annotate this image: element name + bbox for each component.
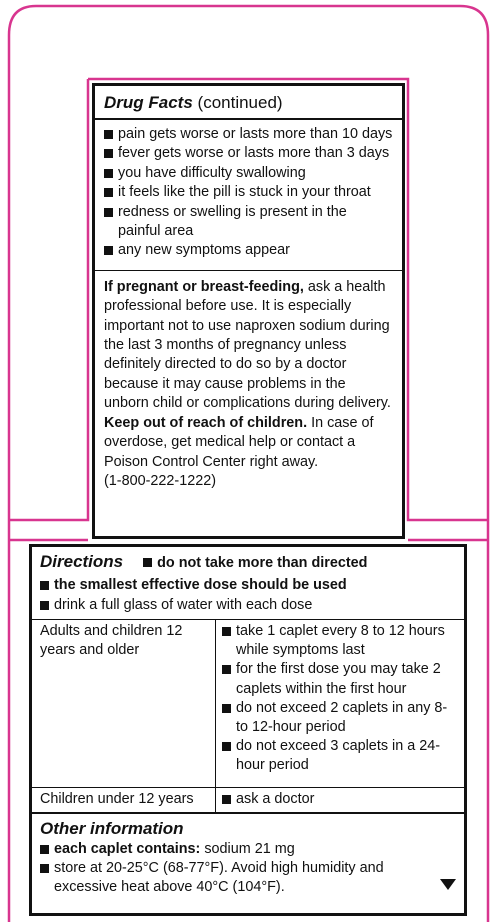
- table-cell-age: Children under 12 years: [32, 788, 216, 812]
- continued-label: (continued): [197, 93, 283, 112]
- bullet-icon: [222, 795, 231, 804]
- table-cell-dose: [216, 620, 464, 787]
- bullet-icon: [222, 665, 231, 674]
- bullet-icon: [104, 130, 113, 139]
- directions-item: drink a full glass of water with each dose: [54, 597, 313, 613]
- list-item: redness or swelling is present in the painful area: [104, 203, 394, 242]
- section-divider: [95, 270, 402, 271]
- other-information-title: Other information: [40, 819, 184, 838]
- bullet-icon: [222, 742, 231, 751]
- other-information-section: [32, 814, 464, 897]
- bullet-icon: [222, 704, 231, 713]
- directions-section: [32, 547, 464, 615]
- directions-item: do not take more than directed: [157, 555, 368, 571]
- table-row: [32, 788, 464, 814]
- directions-line1: [40, 552, 456, 573]
- list-item: fever gets worse or lasts more than 3 days: [104, 144, 394, 163]
- table-cell-age: Adults and children 12 years and older: [32, 620, 216, 787]
- list-item: pain gets worse or lasts more than 10 days: [104, 125, 394, 144]
- pregnancy-warning: If pregnant or breast-feeding, ask a health professional before use. It is especially important not to use naproxen sodium during the last 3 months of pregnancy unless definitely directed to do so by a doctor because it may cause problems in the unborn child or complications during delivery.: [104, 278, 391, 412]
- directions-item-row: [40, 576, 456, 595]
- bullet-icon: [104, 169, 113, 178]
- continue-arrow-icon: [440, 879, 456, 891]
- header-divider: [95, 118, 402, 120]
- directions-item-row: [40, 596, 456, 615]
- list-item: for the first dose you may take 2 caplets within the first hour: [222, 660, 458, 698]
- bullet-icon: [104, 208, 113, 217]
- keep-out-of-reach: Keep out of reach of children. In case of overdose, get medical help or contact a Poison Control Center right away.: [104, 414, 374, 470]
- list-item: each caplet contains: sodium 21 mg: [40, 840, 456, 859]
- table-cell-dose: ask a doctor: [216, 788, 464, 812]
- bullet-icon: [104, 246, 113, 255]
- directions-title: Directions: [40, 552, 124, 571]
- bullet-icon: [40, 581, 49, 590]
- list-item: it feels like the pill is stuck in your throat: [104, 183, 394, 202]
- list-item: any new symptoms appear: [104, 241, 394, 260]
- list-item: you have difficulty swallowing: [104, 164, 394, 183]
- stop-use-list: [104, 125, 394, 261]
- directions-item: the smallest effective dose should be used: [54, 577, 347, 593]
- bullet-icon: [40, 845, 49, 854]
- dosage-table: [32, 619, 464, 814]
- bullet-icon: [104, 149, 113, 158]
- list-item: do not exceed 3 caplets in a 24-hour period: [222, 737, 458, 775]
- panel-header: [104, 92, 394, 114]
- bullet-icon: [40, 864, 49, 873]
- bullet-icon: [104, 188, 113, 197]
- poison-control-phone: (1-800-222-1222): [104, 472, 216, 489]
- bullet-icon: [143, 558, 152, 567]
- drug-facts-continued-panel: [92, 83, 405, 539]
- list-item: store at 20-25°C (68-77°F). Avoid high humidity and excessive heat above 40°C (104°F).: [40, 859, 456, 897]
- directions-panel: [29, 544, 467, 916]
- table-row: [32, 620, 464, 788]
- list-item: take 1 caplet every 8 to 12 hours while symptoms last: [222, 622, 458, 660]
- bullet-icon: [222, 627, 231, 636]
- list-item: do not exceed 2 caplets in any 8- to 12-hour period: [222, 699, 458, 737]
- drug-facts-title: Drug Facts: [104, 93, 193, 112]
- bullet-icon: [40, 601, 49, 610]
